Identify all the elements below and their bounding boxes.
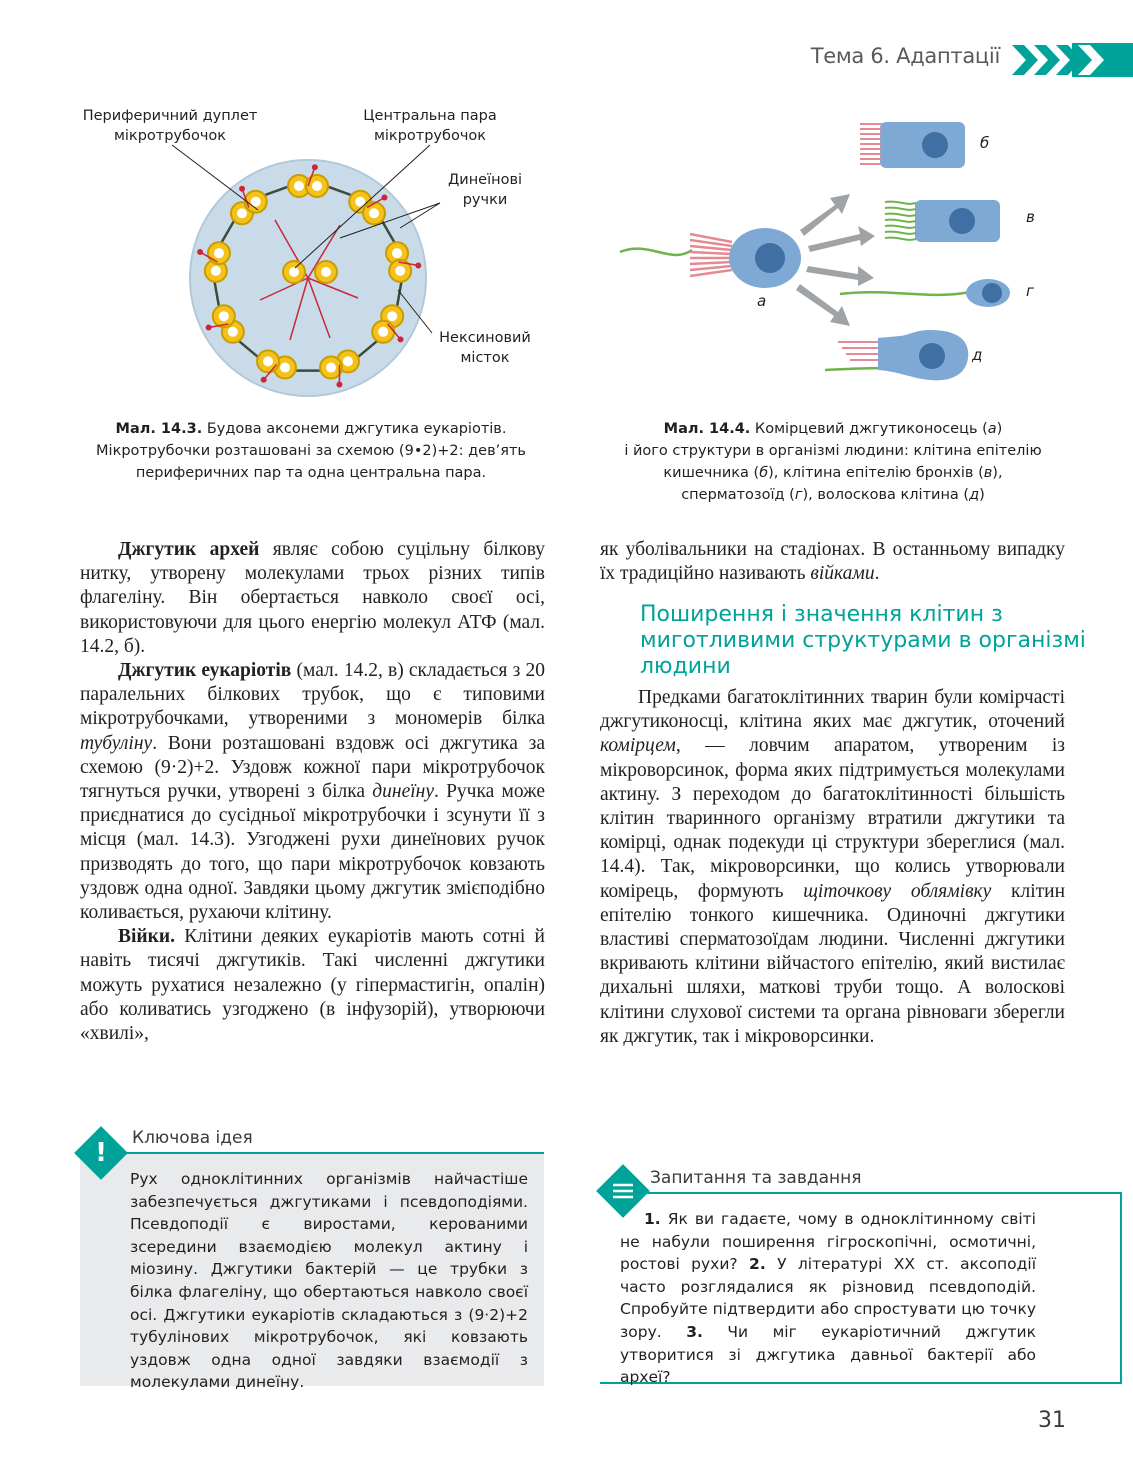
left-column-text <box>80 538 545 1046</box>
section-heading: Поширення і значення клітин з миготливими структурами в організмі людини <box>640 602 1086 679</box>
peripheral-doublet-label: Периферичний дуплет мікротрубочок <box>82 108 258 144</box>
central-pair-label: Центральна пара мікротрубочок <box>363 108 497 144</box>
right-column-text <box>600 686 1065 1049</box>
questions-title: Запитання та завдання <box>650 1168 862 1188</box>
paragraph-cilia: Війки. Клітини деяких еукаріотів мають сотні й навіть тисячі джгутиків. Такі численні джгутики можуть рухатися незалежно (у гіпермастигін, опалін) або коливатись узгоджено (в інфузорій), утворюючи «хвилі», <box>80 926 545 1045</box>
choanoflagellate-diagram <box>610 110 1060 390</box>
dynein-arms-label: Динеїнові ручки <box>447 172 523 208</box>
label-g: г <box>1026 282 1034 300</box>
paragraph-continuation: як уболівальники на стадіонах. В останньому випадку їх традиційно називають війками. <box>600 539 1065 585</box>
nexin-link-label: Нексиновий місток <box>439 330 531 366</box>
right-column-text-top <box>600 538 1065 586</box>
chevron-arrows-icon <box>1012 43 1133 77</box>
paragraph-eukaryote-flagellum: Джгутик еукаріотів (мал. 14.2, в) складається з 20 паралельних білкових трубок, що є типовими мікротрубочками, утвореними з мономерів білка тубуліну. Вони розташовані вздовж осі джгутика за схемою (9·2)+2. Уздовж кожної пари мікротрубочок тягнуться ручки, утворені з білка динеїну. Ручка може приєднатися до сусідньої мікротрубочки і зсунути її з місця (мал. 14.3). Узгоджені рухи динеїнових ручок призводять до того, що пари мікротрубочок ковзають уздовж одна одної. Завдяки цьому джгутик змієподібно коливається, рухаючи клітину. <box>80 660 545 924</box>
chapter-title: Тема 6. Адаптації <box>810 44 1000 68</box>
paragraph-archaea-flagellum: Джгутик архей являє собою суцільну білкову нитку, утворену молекулами трьох різних типів флагеліну. Він обертається навколо своєї осі, використовуючи для цього енергію молекул АТФ (мал. 14.2, б). <box>80 539 545 657</box>
key-idea-text: Рух одноклітинних організмів найчастіше забезпечується джгутиками і псевдоподіями. Псевдоподії є виростами, керованими зсередини взаємодією молекул актину і міозину. Джгутики бактерій — це трубки з білка флагеліну, що обертаються навколо своєї осі. Джгутики еукаріотів складаються з (9·2)+2 тубулінових мікротрубочок, які ковзають уздовж одна одної завдяки взаємодії з молекулами динеїну. <box>130 1170 528 1392</box>
label-a: а <box>757 292 767 310</box>
label-b: б <box>980 134 990 152</box>
page-number: 31 <box>1038 1408 1066 1433</box>
key-idea-title: Ключова ідея <box>132 1128 253 1148</box>
questions-text: 1. Як ви гадаєте, чому в одноклітинному світі не набули поширення гігроскопічні, осмотичні, ростові рухи? 2. У літературі XX ст. аксоподії часто розглядалися як різновид псевдоподій. Спробуйте підтвердити або спростувати цю точку зору. 3. Чи міг еукаріотичний джгутик утворитися зі джгутика давньої бактерії або археї? <box>620 1210 1036 1387</box>
paragraph-choanoflagellates: Предками багатоклітинних тварин були комірчасті джгутиконосці, клітина яких має джгутик, оточений комірцем, — ловчим апаратом, утвореним із мікроворсинок, форма яких підтримується молекулами актину. З переходом до багатоклітинності більшість клітин тваринного організму втратили джгутики та комірці, однак подекуди ці структури збереглися (мал. 14.4). Так, мікроворсинки, що колись утворювали комірець, формують щіточкову облямівку клітин епітелію тонкого кишечника. Одиночні джгутики властиві сперматозоїдам людини. Численні джгутики вкривають клітини війчастого епітелію, який вистилає дихальні шляхи, маткові труби тощо. А волоскові клітини слухової системи та органа рівноваги зберегли як джгутик, так і мікроворсинки. <box>600 687 1066 1047</box>
figure-14-4-caption: Мал. 14.4. Комірцевий джгутиконосець (а) і його структури в організмі людини: клітина епітелію кишечника (б), клітина епітелію бронхів (в), сперматозоїд (г), волоскова клітина (д) <box>624 421 1042 503</box>
figure-14-3-caption: Мал. 14.3. Будова аксонеми джгутика еукаріотів. Мікротрубочки розташовані за схемою (9•2)+2: дев’ять периферичних пар та одна центральна пара. <box>96 421 526 481</box>
label-d: д <box>972 346 983 364</box>
label-v: в <box>1026 208 1035 226</box>
